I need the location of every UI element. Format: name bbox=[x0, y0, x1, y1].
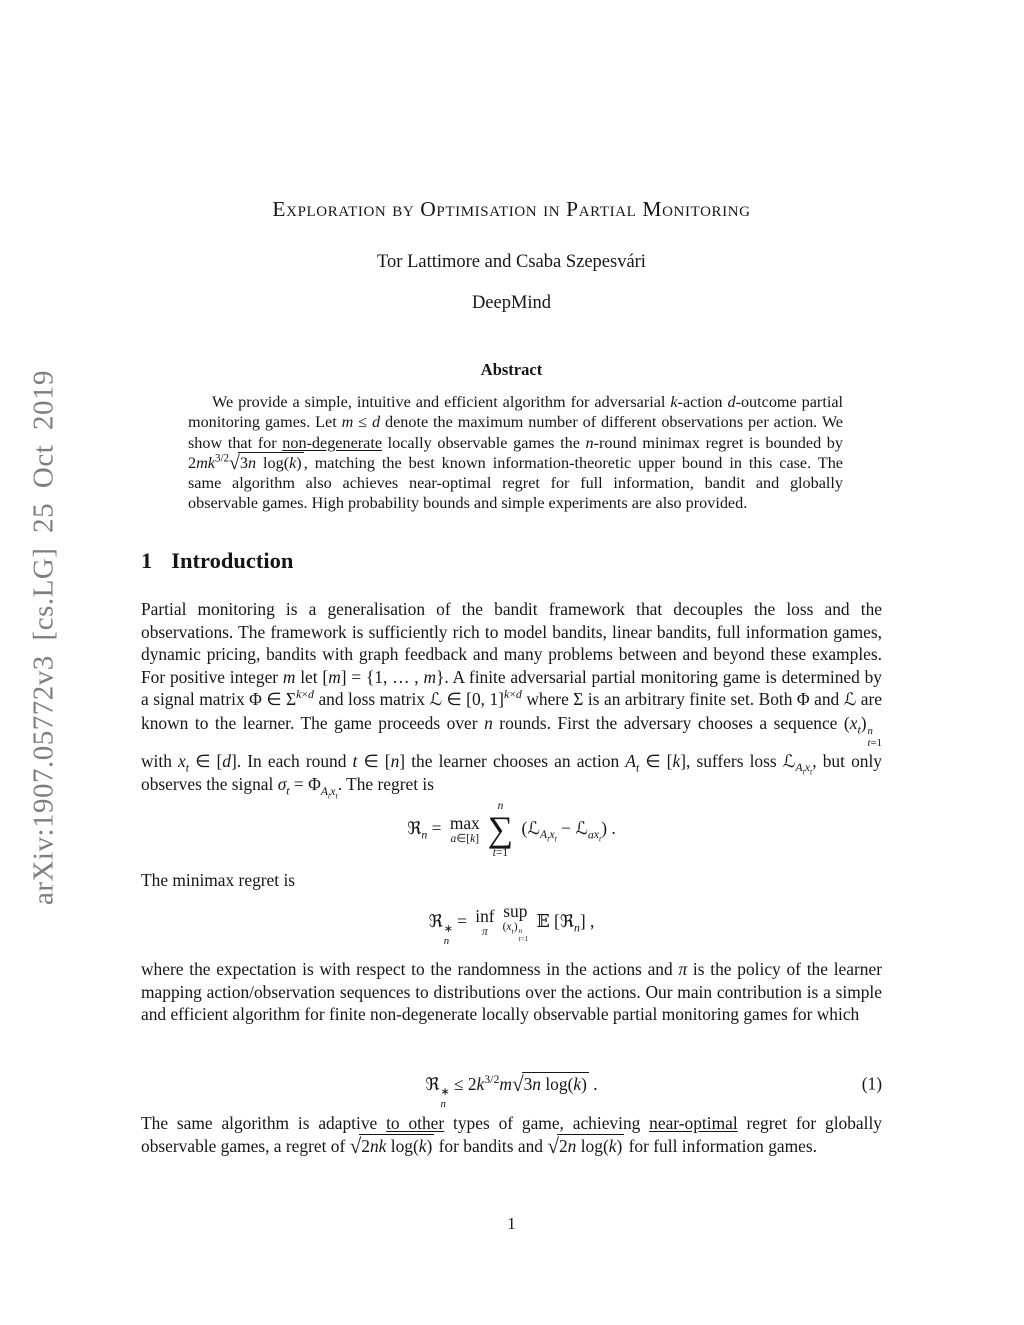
section-title: Introduction bbox=[171, 548, 294, 573]
paper-title: Exploration by Optimisation in Partial Monitoring bbox=[272, 197, 751, 221]
paper-authors: Tor Lattimore and Csaba Szepesvári bbox=[377, 252, 646, 272]
page-number: 1 bbox=[507, 1214, 516, 1233]
paper-affiliation: DeepMind bbox=[471, 293, 552, 313]
arxiv-stamp: arXiv:1907.05772v3 [cs.LG] 25 Oct 2019 bbox=[27, 369, 60, 906]
equation-number: (1) bbox=[861, 1073, 882, 1094]
equation-regret: ℜ$_n$ = max a∈[k] n ∑ t=1 (ℒ$_{A_tx_t}$ − ℒ$_{ax_t}$) . bbox=[407, 799, 616, 859]
intro-paragraph-1: Partial monitoring is a generalisation of the bandit framework that decouples the loss and the observations. The framework is sufficiently rich to model bandits, linear bandits, full information games, dynamic pricing, bandits with graph feedback and many problems between and beyond these examples. For positive integer m let [m] = {1, … , m}. A finite adversarial partial monitoring game is determined by a signal matrix Φ ∈ $\Sigma^{k\times d}$ and loss matrix ℒ ∈ [0, 1]$^{k\times d}$ where Σ is an arbitrary finite set. Both Φ and ℒ are known to the learner. The game proceeds over n rounds. First the adversary chooses a sequence $(x_t)$ n t=1 with $x_t$ ∈ [d]. In each round t ∈ [n] the learner chooses an action $A_t$ ∈ [k], suffers loss ℒ$_{A_tx_t}$, but only observes the signal $\sigma_t = \Phi_{A_tx_t}$. The regret is bbox=[141, 599, 883, 800]
abstract-text: We provide a simple, intuitive and efficient algorithm for adversarial k-action d-outcome partial monitoring games. Let m ≤ d denote the maximum number of different observations per action. We show that for non-degenerate locally observable games the n-round minimax regret is bounded by $2mk^{3/2}√3n$ log(k) , matching the best known information-theoretic upper bound in this case. The same algorithm also achieves near-optimal regret for full information, bandit and globally observable games. High probability bounds and simple experiments are also provided. bbox=[188, 393, 843, 513]
section-number: 1 bbox=[141, 548, 153, 573]
abstract-heading: Abstract bbox=[480, 360, 543, 379]
intro-paragraph-3: The same algorithm is adaptive to other types of game, achieving near-optimal regret for globally observable games, a regret of √2nk log(k) for bandits and √2n log(k) for full information games. bbox=[141, 1113, 882, 1158]
equation-regret-bound-body: ℜ ∗ n ≤ $2k^{3/2}m√3n$ log(k) . bbox=[425, 1072, 598, 1110]
minimax-lead-text: The minimax regret is bbox=[141, 870, 296, 890]
equation-regret-bound bbox=[141, 1064, 882, 1110]
intro-paragraph-2: where the expectation is with respect to the randomness in the actions and π is the policy of the learner mapping action/observation sequences to distributions over the actions. Our main contribution is a simple and efficient algorithm for finite non-degenerate locally observable partial monitoring games for which bbox=[141, 959, 882, 1025]
equation-minimax-regret: ℜ ∗ n = inf π sup $(x_t)$ n t=1 𝔼 [ℜ$_n$] , bbox=[428, 901, 595, 947]
section-heading bbox=[141, 548, 293, 574]
